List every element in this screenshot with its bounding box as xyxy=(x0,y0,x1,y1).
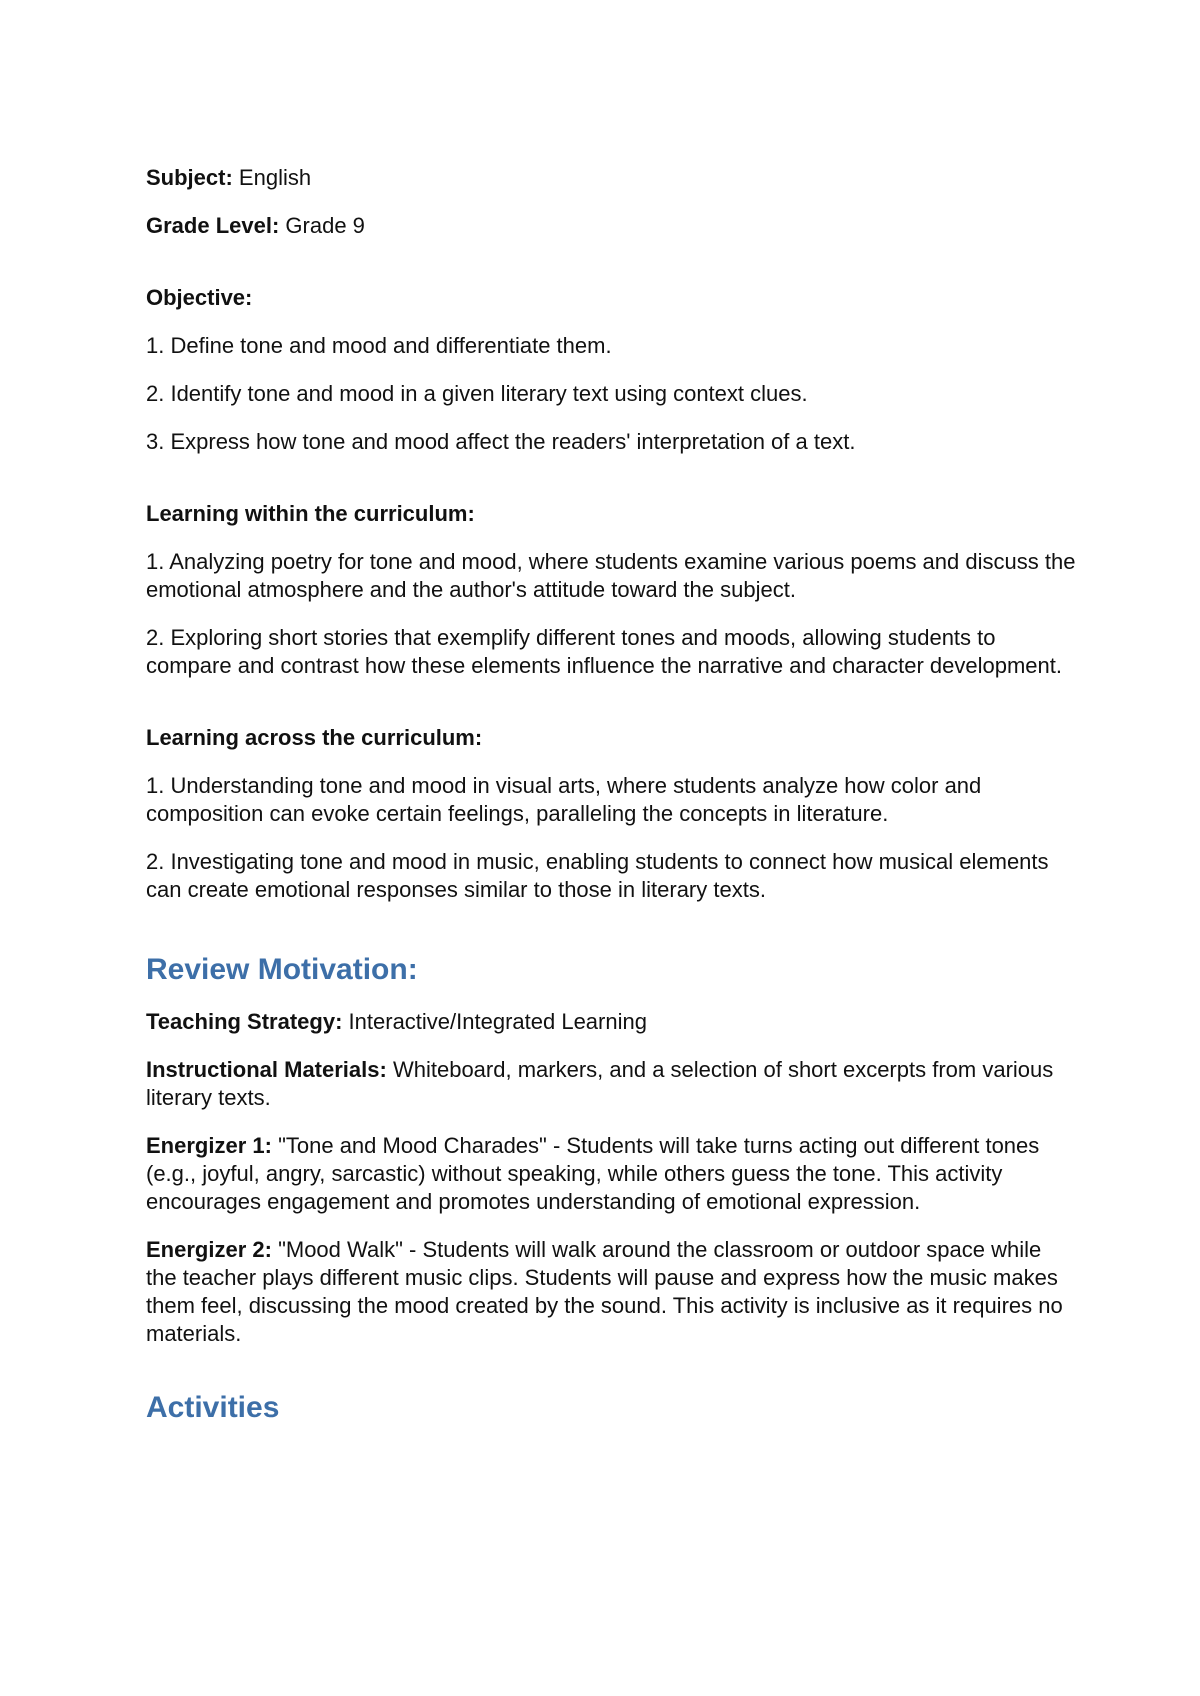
across-item-1: 1. Understanding tone and mood in visual arts, where students analyze how color and composition can evoke certain feelings, paralleling the concepts in literature. xyxy=(146,773,982,826)
within-item-1: 1. Analyzing poetry for tone and mood, where students examine various poems and discuss the emotional atmosphere and the author's attitude toward the subject. xyxy=(146,549,1076,602)
within-heading: Learning within the curriculum: xyxy=(146,501,475,526)
grade-line xyxy=(146,212,1076,240)
grade-value: Grade 9 xyxy=(285,213,365,238)
energizer1-line xyxy=(146,1132,1076,1216)
energizer2-line xyxy=(146,1236,1076,1348)
objective-item-1: 1. Define tone and mood and differentiate them. xyxy=(146,333,612,358)
objective-heading: Objective: xyxy=(146,285,253,310)
review-heading: Review Motivation: xyxy=(146,953,418,986)
energizer1-label: Energizer 1: xyxy=(146,1133,272,1158)
strategy-line xyxy=(146,1008,1076,1036)
grade-label: Grade Level: xyxy=(146,213,280,238)
subject-value: English xyxy=(238,165,312,190)
energizer2-label: Energizer 2: xyxy=(146,1237,272,1262)
subject-line xyxy=(146,164,1076,192)
strategy-value: Interactive/Integrated Learning xyxy=(348,1009,647,1034)
activities-heading: Activities xyxy=(146,1391,280,1424)
energizer1-value: "Tone and Mood Charades" - Students will take turns acting out different tones (e.g., joyful, angry, sarcastic) without speaking, while others guess the tone. This activity encourages engagement and promotes understanding of emotional expression. xyxy=(146,1133,1040,1214)
materials-label: Instructional Materials: xyxy=(146,1057,387,1082)
energizer2-value: "Mood Walk" - Students will walk around the classroom or outdoor space while the teacher plays different music clips. Students will pause and express how the music makes them feel, discussing the mood created by the sound. This activity is inclusive as it requires no materials. xyxy=(146,1237,1063,1346)
document-page xyxy=(146,164,1076,1426)
materials-line xyxy=(146,1056,1076,1112)
within-item-2: 2. Exploring short stories that exemplify different tones and moods, allowing students to compare and contrast how these elements influence the narrative and character development. xyxy=(146,625,1062,678)
objective-item-2: 2. Identify tone and mood in a given literary text using context clues. xyxy=(146,381,808,406)
materials-value: Whiteboard, markers, and a selection of short excerpts from various literary texts. xyxy=(146,1057,1054,1110)
strategy-label: Teaching Strategy: xyxy=(146,1009,343,1034)
subject-label: Subject: xyxy=(146,165,233,190)
across-heading: Learning across the curriculum: xyxy=(146,725,483,750)
across-item-2: 2. Investigating tone and mood in music, enabling students to connect how musical elements can create emotional responses similar to those in literary texts. xyxy=(146,849,1049,902)
objective-item-3: 3. Express how tone and mood affect the readers' interpretation of a text. xyxy=(146,429,856,454)
